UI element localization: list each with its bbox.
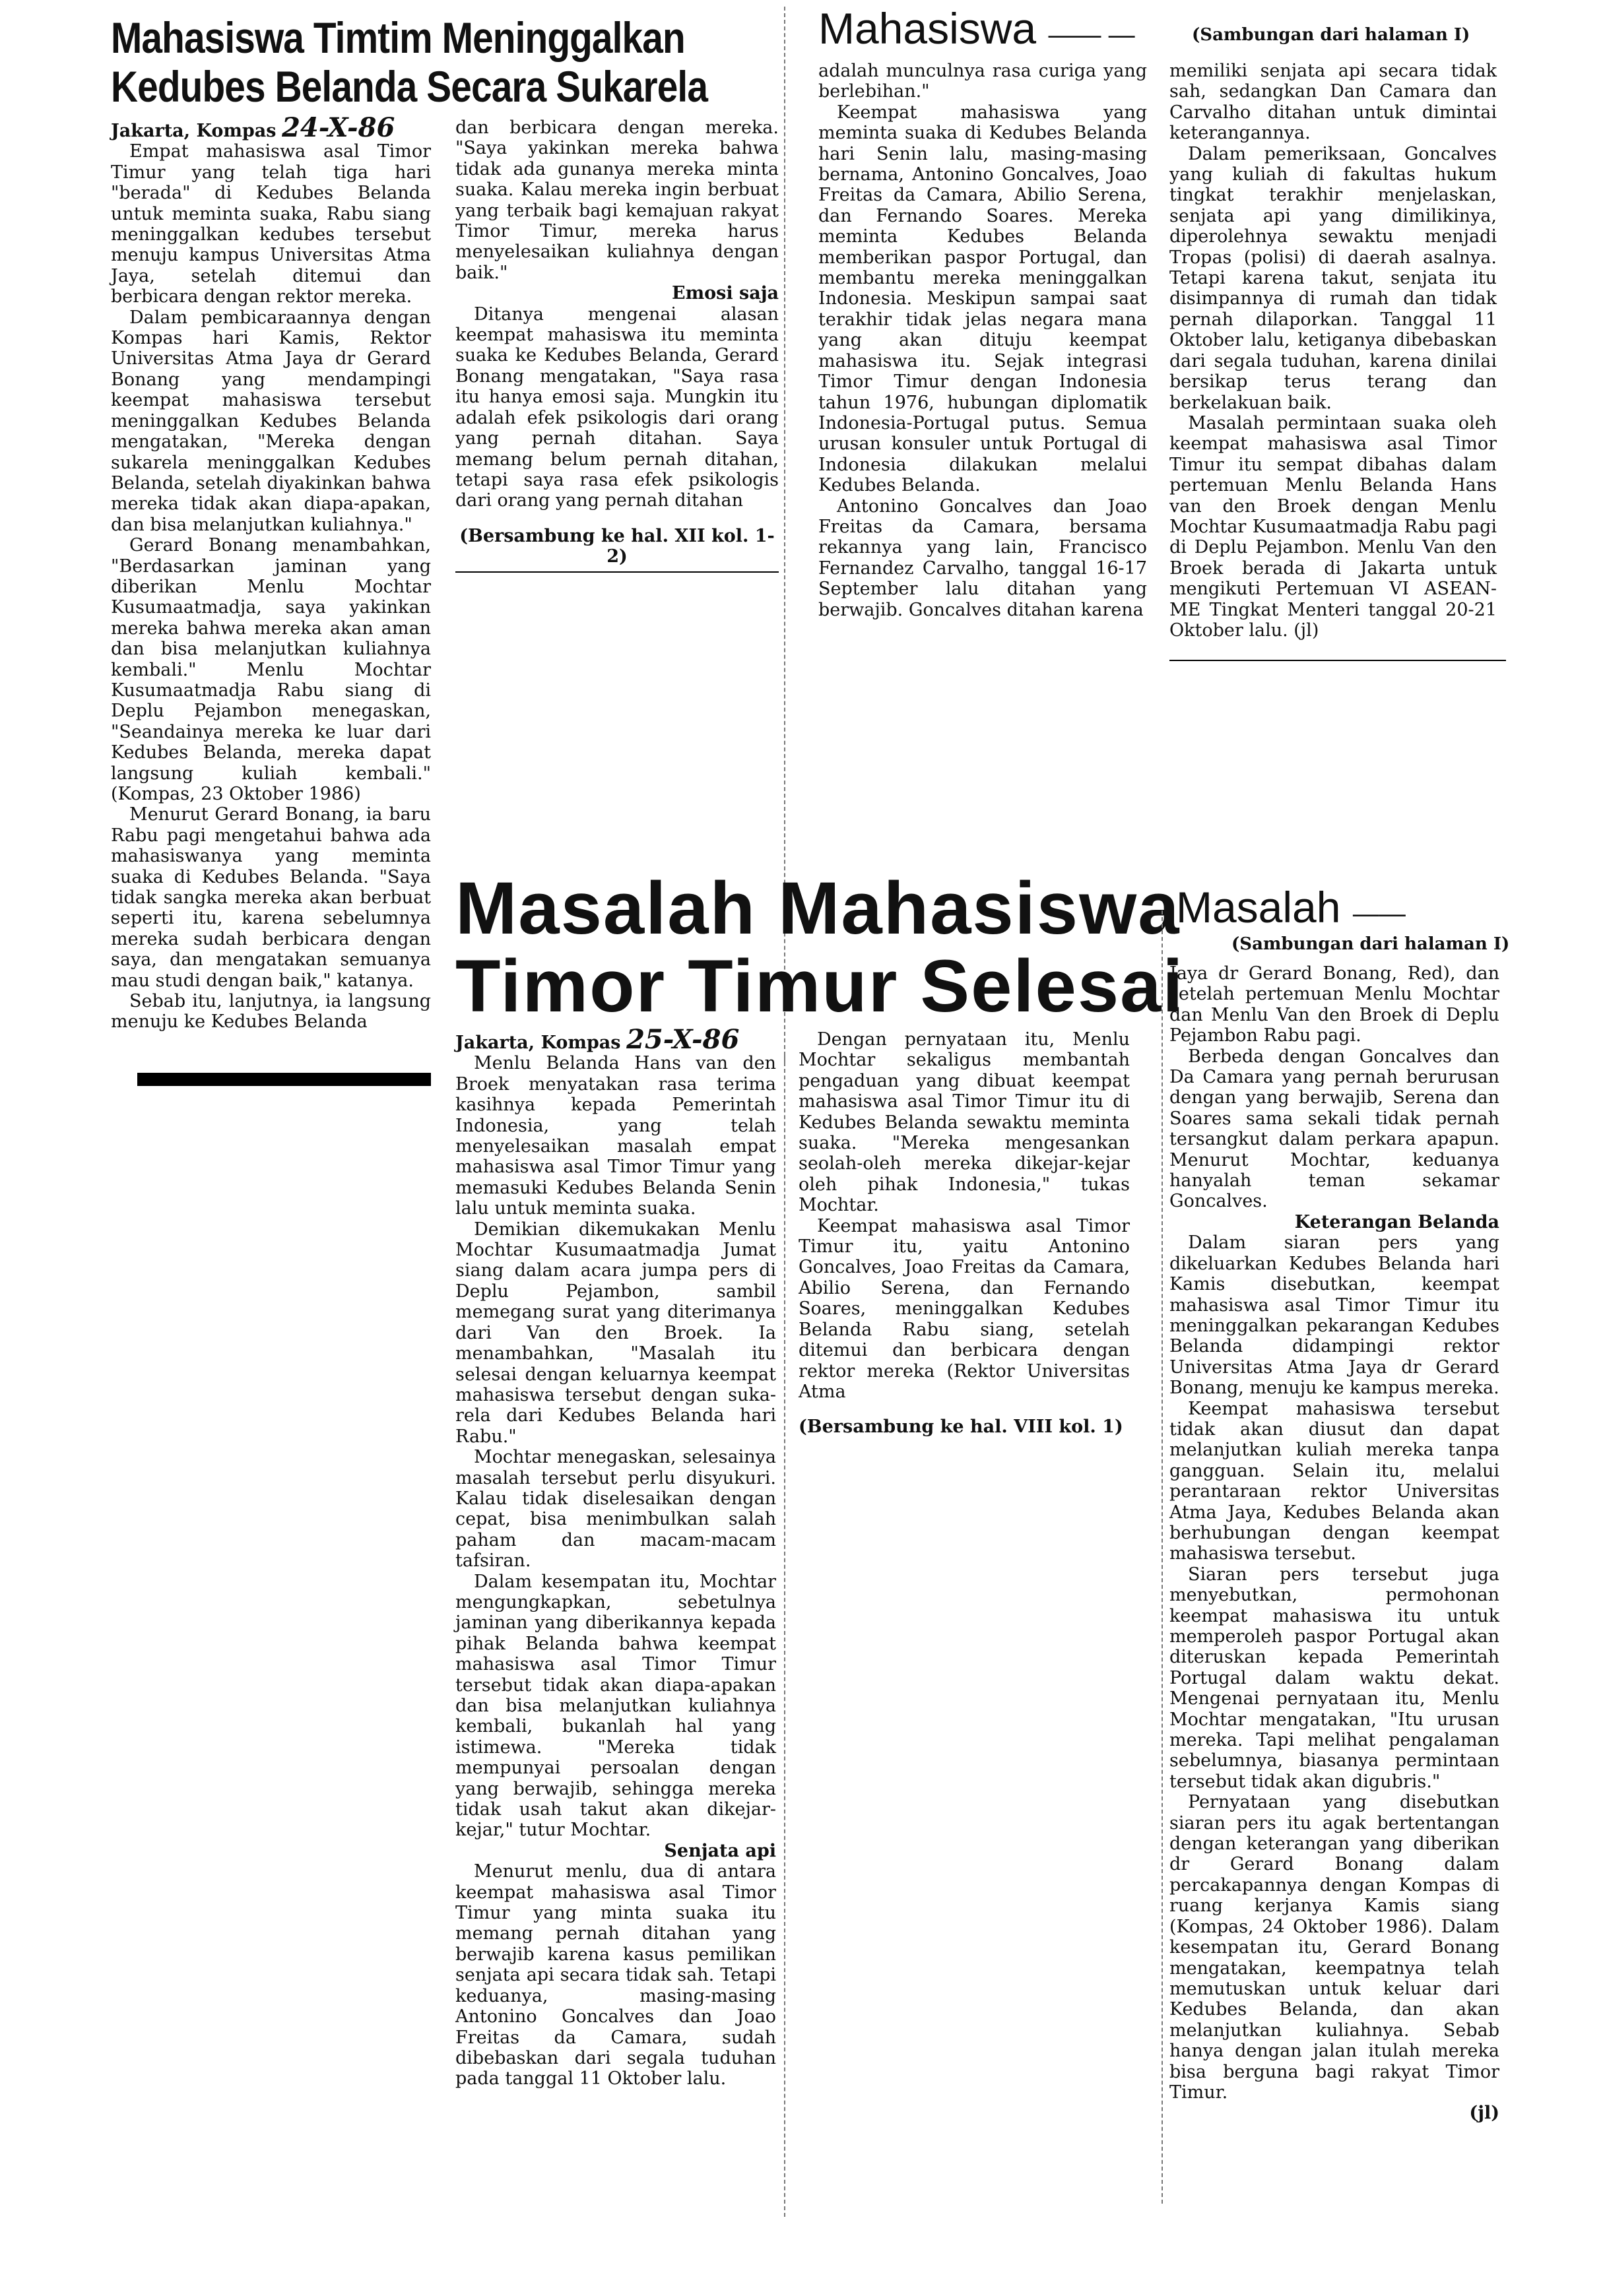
continuation1-paragraph: Antonino Goncalves dan Joao Freitas da Camara, bersama rekannya yang lain, Francisco Fernandez Carvalho, tanggal 16-17 September lalu ditahan yang berwajib. Goncalves ditahan karena	[818, 495, 1147, 620]
continuation2-paragraph: Pernyataan yang disebutkan siaran pers itu agak bertentangan dengan keterangan yang diberikan dr Gerard Bonang dalam percakapannya dengan Kompas di ruang kerjanya Kamis siang (Kompas, 24 Oktober 1986). Dalam kesempatan itu, Gerard Bonang mengatakan, keempatnya telah memutuskan untuk keluar dari Kedubes Belanda, dan akan melanjutkan kuliahnya. Sebab hanya dengan jalan itulah mereka bisa berguna bagi rakyat Timor Timur.	[1169, 1792, 1499, 2103]
continuation2-subhead: Keterangan Belanda	[1294, 1211, 1499, 1232]
continuation2-column	[1169, 963, 1499, 2124]
article2-column-1	[455, 1024, 776, 2089]
continuation2-heading	[1176, 884, 1406, 937]
article1-dateline: Jakarta, Kompas	[111, 121, 277, 141]
article2-paragraph: Keempat mahasiswa asal Timor Timur itu, yaitu Antonino Goncalves, Joao Freitas da Camara, Abilio Serena, dan Fernando Soares, meninggalkan Kedubes Belanda Rabu siang, setelah ditemui dan berbicara dengan rektor mereka (Rektor Universitas Atma	[799, 1215, 1130, 1402]
article2-column-2	[799, 1029, 1130, 1438]
continuation1-paragraph: Masalah permintaan suaka oleh keempat mahasiswa asal Timor Timur itu sempat dibahas dalam pertemuan Menlu Belanda Hans van den Broek dengan Menlu Mochtar Kusumaatmadja Rabu pagi di Deplu Pejambon. Menlu Van den Broek berada di Jakarta untuk mengikuti Pertemuan VI ASEAN-ME Tingkat Menteri tanggal 20-21 Oktober lalu. (jl)	[1169, 412, 1497, 641]
continuation1-dash: —— —	[1048, 20, 1135, 49]
article2-dateline-row	[455, 1024, 776, 1055]
article1-paragraph: Dalam pembicaraannya dengan Kompas hari Kamis, Rektor Universitas Atma Jaya dr Gerard Bonang yang mendampingi keempat mahasiswa tersebut meninggalkan Kedubes Belanda mengatakan, "Mereka dengan sukarela meninggalkan Kedubes Belanda, setelah diyakinkan bahwa mereka tidak akan diapa-apakan, dan bisa melanjutkan kuliahnya."	[111, 307, 431, 535]
article1-subhead: Emosi saja	[672, 283, 779, 304]
column-divider	[784, 1056, 785, 2217]
article2-headline	[455, 867, 1185, 1027]
article1-paragraph: Empat mahasiswa asal Timor Timur yang telah tiga hari "berada" di Kedubes Belanda untuk meminta suaka, Rabu siang meninggalkan kedubes tersebut menuju kampus Universitas Atma Jaya, setelah ditemui dan berbicara dengan rektor mereka.	[111, 141, 431, 307]
article1-column-1	[111, 112, 431, 1033]
continuation1-paragraph: Dalam pemeriksaan, Goncalves yang kuliah di fakultas hukum tingkat terakhir menjelaskan, senjata api yang dimilikinya, diperolehnya sewaktu menjadi Tropas (polisi) di daerah asalnya. Tetapi karena takut, senjata itu disimpannya di rumah dan tidak pernah dilaporkan. Tanggal 11 Oktober lalu, ketiganya dibebaskan dari segala tuduhan, karena dinilai bersikap terus terang dan berkelakuan baik.	[1169, 143, 1497, 413]
continuation2-signoff: (jl)	[1469, 2103, 1499, 2124]
article2-paragraph: Mochtar menegaskan, selesainya masalah tersebut perlu disyukuri. Kalau tidak diselesaikan dengan cepat, bisa menimbulkan salah paham dan macam-macam tafsiran.	[455, 1447, 776, 1572]
article1-end-bar	[137, 1073, 431, 1086]
continuation2-dash: ——	[1352, 899, 1406, 928]
continuation1-bottom-rule	[1169, 660, 1506, 661]
article1-paragraph: dan berbicara dengan mereka. "Saya yakinkan mereka bahwa tidak ada gunanya mereka minta suaka. Kalau mereka ingin berbuat yang terbaik bagi kemajuan rakyat Timor Timur, mereka harus menyelesaikan kuliahnya dengan baik."	[455, 117, 779, 283]
article1-dateline-row	[111, 112, 431, 143]
article2-paragraph: Menurut menlu, dua di antara keempat mahasiswa asal Timor Timur yang minta suaka itu memang pernah ditahan yang berwajib karena kasus pemilikan senjata api secara tidak sah. Tetapi keduanya, masing-masing Antonino Goncalves dan Joao Freitas da Camara, sudah dibebaskan dari segala tuduhan pada tanggal 11 Oktober lalu.	[455, 1861, 776, 2089]
article2-continued-note: (Bersambung ke hal. VIII kol. 1)	[799, 1417, 1123, 1438]
continuation2-paragraph: Keempat mahasiswa tersebut tidak akan diusut dan dapat melanjutkan kuliah mereka tanpa gangguan. Selain itu, melalui perantaraan rektor Universitas Atma Jaya, Kedubes Belanda akan berhubungan dengan keempat mahasiswa tersebut.	[1169, 1398, 1499, 1564]
article2-dateline: Jakarta, Kompas	[455, 1033, 621, 1053]
article1-bottom-rule	[455, 571, 779, 573]
continuation2-paragraph: Berbeda dengan Goncalves dan Da Camara yang pernah berurusan dengan yang berwajib, Serena dan Soares sama sekali tidak pernah tersangkut dalam perkara apapun. Menurut Mochtar, keduanya hanyalah teman sekamar Goncalves.	[1169, 1046, 1499, 1212]
continuation2-paragraph: Jaya dr Gerard Bonang, Red), dan setelah pertemuan Menlu Mochtar dan Menlu Van den Broek di Deplu Pejambon Rabu pagi.	[1169, 963, 1499, 1046]
article2-headline-line2: Timor Timur Selesai	[455, 945, 1185, 1027]
continuation2-from: (Sambungan dari halaman I)	[1231, 934, 1510, 954]
continuation1-heading	[818, 5, 1135, 58]
article1-continued-note: (Bersambung ke hal. XII kol. 1-2)	[459, 525, 775, 567]
continuation1-column-1	[818, 61, 1147, 620]
article1-paragraph: Sebab itu, lanjutnya, ia langsung menuju ke Kedubes Belanda	[111, 991, 431, 1033]
column-divider	[1162, 910, 1163, 2204]
article1-paragraph: Menurut Gerard Bonang, ia baru Rabu pagi mengetahui bahwa ada mahasiswanya yang meminta suaka di Kedubes Belanda. "Saya tidak sangka mereka akan berbuat seperti itu, karena sebelumnya mereka sudah berbicara dengan saya, dan mengatakan semuanya mau studi dengan baik," katanya.	[111, 804, 431, 991]
continuation1-paragraph: memiliki senjata api secara tidak sah, sedangkan Dan Camara dan Carvalho ditahan untuk dimintai keterangannya.	[1169, 61, 1497, 144]
continuation1-paragraph: adalah munculnya rasa curiga yang berlebihan."	[818, 61, 1147, 102]
article2-paragraph: Demikian dikemukakan Menlu Mochtar Kusumaatmadja Jumat siang dalam acara jumpa pers di Deplu Pejambon, sambil memegang surat yang diterimanya dari Van den Broek. Ia menambahkan, "Masalah itu selesai dengan keluarnya keempat mahasiswa tersebut dengan suka-rela dari Kedubes Belanda hari Rabu."	[455, 1219, 776, 1447]
article1-headline	[111, 13, 707, 111]
article2-headline-line1: Masalah Mahasiswa	[455, 867, 1181, 949]
article1-headline-line1: Mahasiswa Timtim Meninggalkan	[111, 13, 685, 62]
continuation1-from: (Sambungan dari halaman I)	[1192, 25, 1470, 45]
article2-handwritten-date: 25-X-86	[626, 1024, 740, 1055]
continuation1-paragraph: Keempat mahasiswa yang meminta suaka di Kedubes Belanda hari Senin lalu, masing-masing bernama, Antonino Goncalves, Joao Freitas da Camara, Abilio Serena, dan Fernando Soares. Mereka meminta Kedubes Belanda memberikan paspor Portugal, dan membantu mereka meninggalkan Indonesia. Meskipun sampai saat terakhir tidak jelas negara mana yang akan dituju keempat mahasiswa itu. Sejak integrasi Timor Timur dengan Indonesia tahun 1976, hubungan diplomatik Indonesia-Portugal putus. Semua urusan konsuler untuk Portugal di Indonesia dilakukan melalui Kedubes Belanda.	[818, 102, 1147, 496]
continuation2-paragraph: Siaran pers tersebut juga menyebutkan, permohonan keempat mahasiswa itu untuk memperoleh paspor Portugal akan diteruskan kepada Pemerintah Portugal dalam waktu dekat. Mengenai pernyataan itu, Menlu Mochtar mengatakan, "Itu urusan mereka. Tapi melihat pengalaman sebelumnya, biasanya permintaan tersebut tidak akan digubris."	[1169, 1564, 1499, 1792]
article1-headline-line2: Kedubes Belanda Secara Sukarela	[111, 62, 708, 111]
continuation2-paragraph: Dalam siaran pers yang dikeluarkan Kedubes Belanda hari Kamis disebutkan, keempat mahasiswa asal Timor Timur itu meninggalkan pekarangan Kedubes Belanda didampingi rektor Universitas Atma Jaya dr Gerard Bonang, menuju ke kampus mereka.	[1169, 1232, 1499, 1399]
article2-subhead: Senjata api	[664, 1840, 776, 1861]
article1-column-2	[455, 117, 779, 567]
article1-paragraph: Ditanya mengenai alasan keempat mahasiswa itu meminta suaka ke Kedubes Belanda, Gerard Bonang mengatakan, "Saya rasa itu hanya emosi saja. Mungkin itu adalah efek psikologis dari orang yang pernah ditahan. Saya memang belum pernah ditahan, tetapi saya rasa efek psikologis dari orang yang pernah ditahan	[455, 303, 779, 511]
article1-handwritten-date: 24-X-86	[282, 112, 395, 143]
article1-paragraph: Gerard Bonang menambahkan, "Berdasarkan jaminan yang diberikan Menlu Mochtar Kusumaatmadja, saya yakinkan mereka bahwa mereka akan aman dan bisa melanjutkan kuliahnya kembali." Menlu Mochtar Kusumaatmadja Rabu siang di Deplu Pejambon menegaskan, "Seandainya mereka ke luar dari Kedubes Belanda, mereka dapat langsung kuliah kembali." (Kompas, 23 Oktober 1986)	[111, 535, 431, 804]
continuation1-column-2	[1169, 61, 1497, 641]
article2-paragraph: Dengan pernyataan itu, Menlu Mochtar sekaligus membantah pengaduan yang dibuat keempat mahasiswa asal Timor Timur itu di Kedubes Belanda sewaktu meminta suaka. "Mereka mengesankan seolah-oleh mereka dikejar-kejar oleh pihak Indonesia," tukas Mochtar.	[799, 1029, 1130, 1216]
article2-paragraph: Menlu Belanda Hans van den Broek menyatakan rasa terima kasihnya kepada Pemerintah Indonesia, yang telah menyelesaikan masalah empat mahasiswa asal Timor Timur yang memasuki Kedubes Belanda Senin lalu untuk meminta suaka.	[455, 1053, 776, 1219]
continuation1-title: Mahasiswa	[818, 4, 1037, 53]
article2-paragraph: Dalam kesempatan itu, Mochtar mengungkapkan, sebetulnya jaminan yang diberikannya kepada pihak Belanda bahwa keempat mahasiswa asal Timor Timur tersebut tidak akan diapa-apakan dan bisa melanjutkan kuliahnya kembali, bukanlah hal yang istimewa. "Mereka tidak mempunyai persoalan dengan yang berwajib, sehingga mereka tidak usah takut akan dikejar-kejar," tutur Mochtar.	[455, 1571, 776, 1841]
continuation2-title: Masalah	[1176, 883, 1341, 932]
